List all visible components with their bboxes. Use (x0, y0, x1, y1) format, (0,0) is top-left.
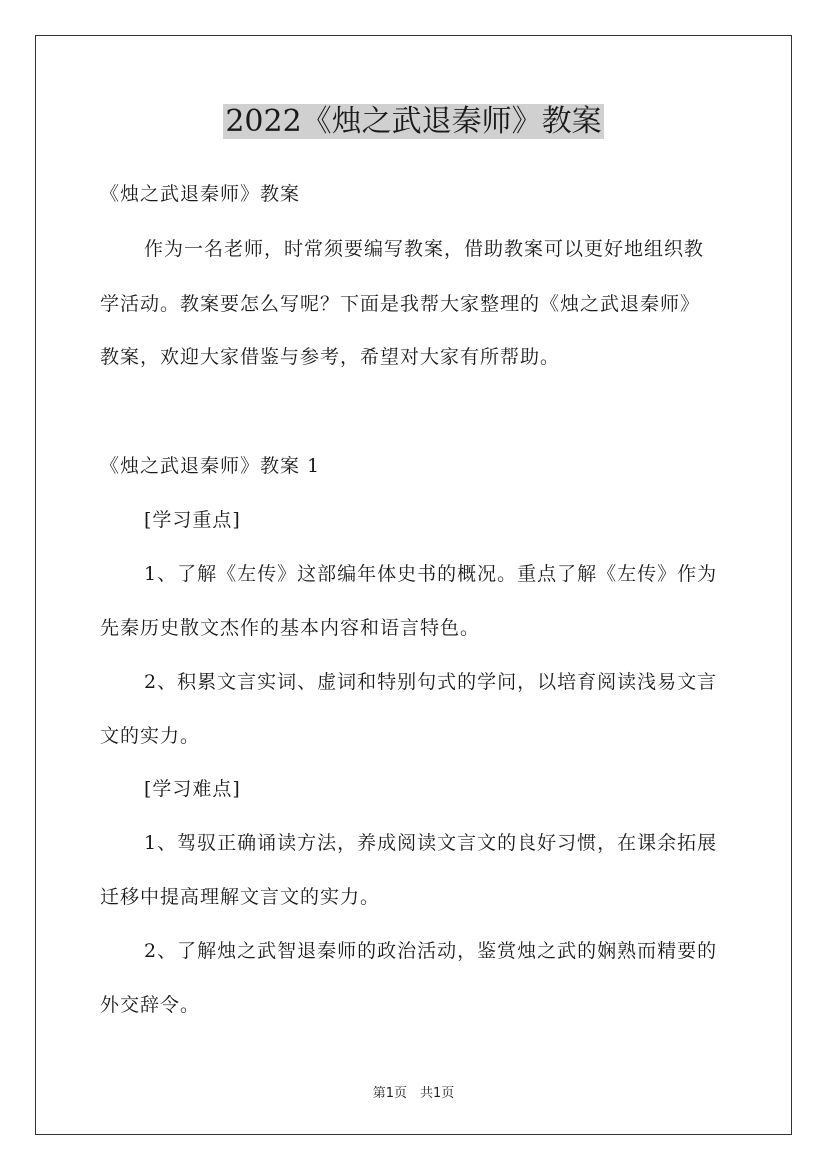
key-points-label: [学习重点] (144, 509, 241, 531)
difficult-points-label: [学习难点] (144, 778, 241, 800)
document-title (0, 100, 827, 144)
key-point-line-2: 先秦历史散文杰作的基本内容和语言特色。 (100, 617, 481, 639)
section-heading: 《烛之武退秦师》教案 1 (100, 455, 321, 477)
document-title-text: 2022《烛之武退秦师》教案 (225, 104, 602, 139)
difficult-point-line-1: 1、驾驭正确诵读方法，养成阅读文言文的良好习惯，在课余拓展 (144, 832, 718, 854)
difficult-point-line-2: 迁移中提高理解文言文的实力。 (100, 886, 381, 908)
intro-line-1: 作为一名老师，时常须要编写教案，借助教案可以更好地组织教 (144, 238, 705, 260)
key-point-line-3: 2、积累文言实词、虚词和特别句式的学问，以培育阅读浅易文言 (144, 671, 718, 693)
intro-line-2: 学活动。教案要怎么写呢？下面是我帮大家整理的《烛之武退秦师》 (100, 293, 701, 315)
document-subtitle: 《烛之武退秦师》教案 (100, 183, 301, 205)
key-point-line-1: 1、了解《左传》这部编年体史书的概况。重点了解《左传》作为 (144, 563, 718, 585)
page-footer: 第1页 共1页 (372, 1086, 455, 1101)
difficult-point-line-3: 2、了解烛之武智退秦师的政治活动，鉴赏烛之武的娴熟而精要的 (144, 940, 718, 962)
difficult-point-line-4: 外交辞令。 (100, 994, 201, 1016)
key-point-line-4: 文的实力。 (100, 725, 201, 747)
intro-line-3: 教案，欢迎大家借鉴与参考，希望对大家有所帮助。 (100, 346, 561, 368)
